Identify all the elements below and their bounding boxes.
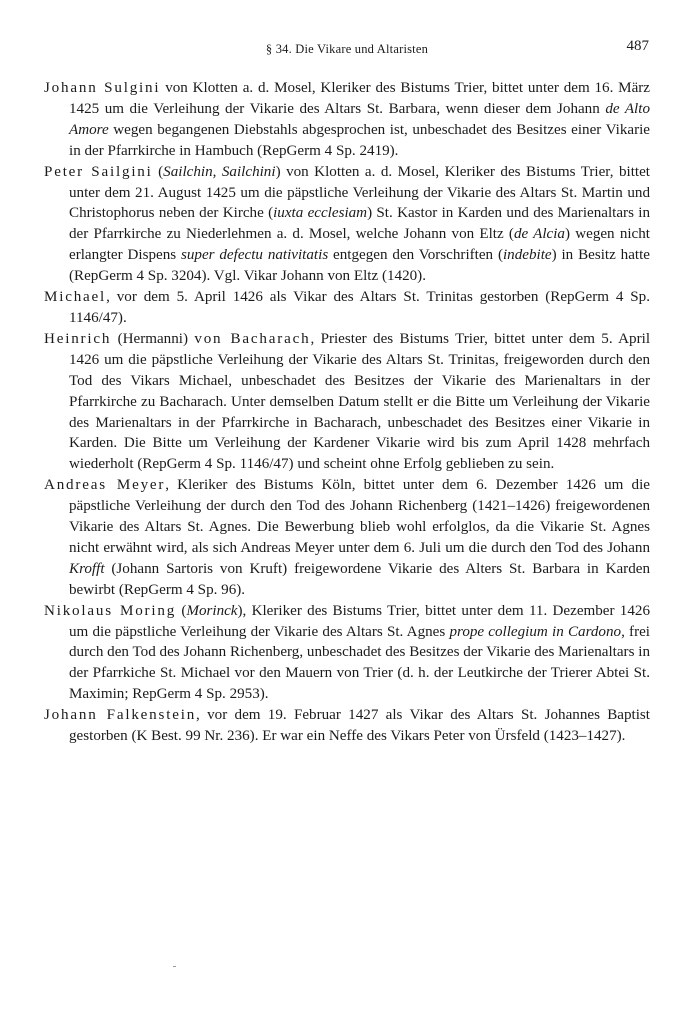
entry xyxy=(44,287,650,329)
entry-text: (Johann Sartoris von Kruft) freigewordene Vikarie des Alters St. Barbara in Karden bewirbt (RepGerm 4 Sp. 96). xyxy=(69,560,650,598)
entry-italic-text: prope collegium in Cardono xyxy=(449,623,622,640)
entry-text: ) von Klotten a. d. Mosel, Kleriker des Bistums Trier, bittet unter dem 21. August 1425 um die päpstliche Verleihung der Vikarie des Altars St. Martin und Christophorus neben der Kirche ( xyxy=(69,163,650,222)
entry-text: ) wegen nicht erlangter Dispens xyxy=(69,226,650,264)
entry-italic-text: de Alto Amore xyxy=(69,100,650,138)
entry-text: entgegen den Vorschriften ( xyxy=(328,247,503,264)
entry-text: ( xyxy=(152,163,164,180)
entry-text: ), Kleriker des Bistums Trier, bittet unter dem 11. Dezember 1426 um die päpstliche Verleihung der Vikarie des Altars St. Agnes xyxy=(69,602,650,640)
entry-text: , Kleriker des Bistums Köln, bittet unter dem 6. Dezember 1426 um die päpstliche Verleihung der durch den Tod des Johann Richenberg (1421–1426) freigewordenen Vikarie des Altars St. Agnes. Die Bewerbung blieb wohl erfolglos, da die Vikarie St. Agnes nicht erwähnt wird, als sich Andreas Meyer unter dem 6. Juli um die durch den Tod des Johann xyxy=(69,477,650,556)
entry xyxy=(44,475,650,600)
book-page xyxy=(44,38,650,747)
entry-italic-text: iuxta ecclesiam xyxy=(273,205,368,222)
entry-text: ( xyxy=(176,602,187,619)
entry-text: von Bacharach xyxy=(194,330,311,347)
entry-name: Andreas Meyer xyxy=(44,477,166,494)
entry-name: Johann Sulgini xyxy=(44,80,161,96)
running-head xyxy=(44,38,650,62)
entry-text: , vor dem 5. April 1426 als Vikar des Altars St. Trinitas gestorben (RepGerm 4 Sp. 1146/47). xyxy=(69,289,650,326)
entry-text: , vor dem 19. Februar 1427 als Vikar des Altars St. Johannes Baptist gestorben (K Best. 99 Nr. 236). Er war ein Neffe des Vikars Peter von Ürsfeld (1423–1427). xyxy=(69,707,650,745)
entry-text: , frei durch den Tod des Johann Richenberg, unbeschadet des Besitzes der Vikarie des Marienaltars in der Pfarrkiche St. Michael vor den Mauern von Trier (d. h. der Leutkirche der Trierer Abtei St. Maximin; RepGerm 4 Sp. 2953). xyxy=(69,623,650,703)
entry-text: , Priester des Bistums Trier, bittet unter dem 5. April 1426 um die päpstliche Verleihung der Vikarie des Altars St. Trinitas, freigeworden durch den Tod des Vikars Michael, unbeschadet des Besitzes der Vikarie des Marienaltars in der Pfarrkirche zu Bacharach. Unter demselben Datum stellt er die Bitte um Verleihung der Vikarie des Marienaltars in der Pfarrkirche in Bacharach, unbeschadet des Besitzes einer Vikarie in Karden. Die Bitte um Verleihung der Kardener Vikarie wird bis zum April 1428 mehrfach wiederholt (RepGerm 4 Sp. 1146/47) und scheint ohne Erfolg geblieben zu sein. xyxy=(69,330,651,473)
entry xyxy=(44,329,650,475)
page-number: 487 xyxy=(626,38,649,54)
entry-italic-text: indebite xyxy=(502,247,552,264)
entry-text: wegen begangenen Diebstahls abgesprochen ist, unbeschadet des Besitzes einer Vikarie in der Pfarrkirche in Hambuch (RepGerm 4 Sp. 2419). xyxy=(69,121,650,159)
entry-italic-text: de Alcia xyxy=(513,226,565,243)
entry-italic-text: Krofft xyxy=(69,560,105,577)
entry xyxy=(44,162,650,287)
entry-text: ) St. Kastor in Karden und des Marienaltars in der Pfarrkirche zu Niederlehmen a. d. Mosel, welche Johann von Eltz ( xyxy=(69,205,650,243)
entry-list xyxy=(44,78,650,747)
entry-text: ) in Besitz hatte (RepGerm 4 Sp. 3204). Vgl. Vikar Johann von Eltz (1420). xyxy=(69,247,650,285)
entry-text: (Hermanni) xyxy=(111,330,195,347)
stray-mark xyxy=(173,966,176,967)
entry-italic-text: Sailchin, Sailchini xyxy=(163,163,276,180)
entry-italic-text: Morinck xyxy=(186,602,238,619)
entry-italic-text: super defectu nativitatis xyxy=(180,247,329,264)
entry xyxy=(44,705,650,747)
entry xyxy=(44,78,650,162)
entry-name: Nikolaus Moring xyxy=(44,602,177,619)
entry-name: Peter Sailgini xyxy=(44,163,153,180)
entry xyxy=(44,601,650,706)
entry-name: Heinrich xyxy=(44,330,112,347)
entry-name: Johann Falkenstein xyxy=(44,707,197,724)
entry-text: von Klotten a. d. Mosel, Kleriker des Bistums Trier, bittet unter dem 16. März 1425 um die Verleihung der Vikarie des Altars St. Barbara, wenn dieser dem Johann xyxy=(69,80,651,117)
running-title: § 34. Die Vikare und Altaristen xyxy=(265,42,429,56)
entry-name: Michael xyxy=(44,289,107,306)
